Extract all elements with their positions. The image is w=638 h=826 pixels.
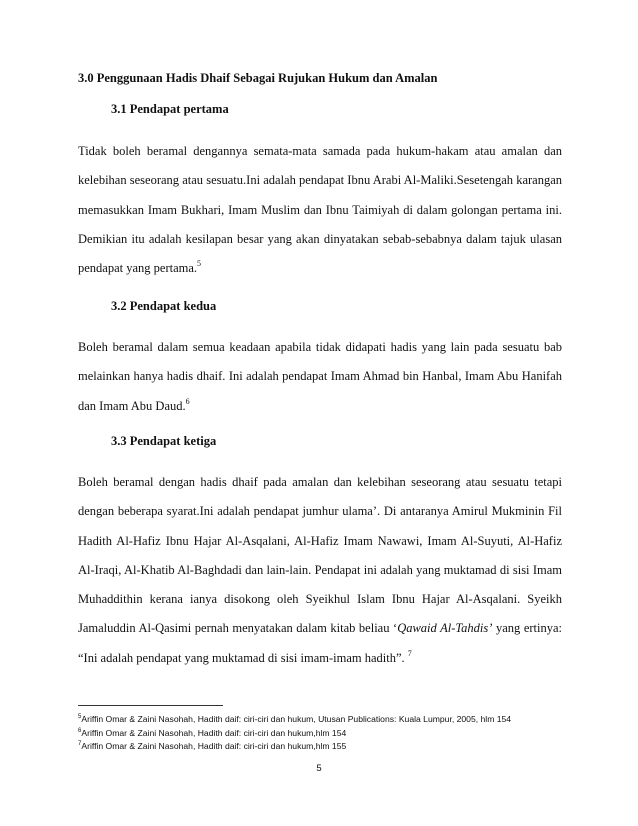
paragraph-line (78, 260, 562, 289)
paragraph-line: Al-Iraqi, Al-Khatib Al-Baghdadi dan lain-lain. Pendapat ini adalah yang muktamad di sisi Imam (78, 562, 562, 577)
footnote-item (78, 727, 511, 741)
paragraph-line: Boleh beramal dengan hadis dhaif pada amalan dan kelebihan seseorang atau sesuatu tetapi (78, 475, 562, 489)
paragraph-line (78, 398, 562, 427)
paragraph-line-text: Jamaluddin Al-Qasimi pernah menyatakan dalam kitab beliau ‘ (78, 621, 398, 636)
footnote-item (78, 740, 511, 754)
paragraph-3-2 (78, 339, 562, 427)
paragraph-line (78, 650, 562, 679)
italic-book-title: Qawaid Al-Tahdis’ (397, 621, 493, 636)
paragraph-line: kelebihan seseorang atau sesuatu.Ini adalah pendapat Ibnu Arabi Al-Maliki.Sesetengah karangan (78, 173, 562, 188)
paragraph-line: Tidak boleh beramal dengannya semata-mata samada pada hukum-hakam atau amalan dan (78, 144, 562, 158)
footnote-number: 5 (78, 714, 82, 720)
paragraph-line-text: pendapat yang pertama. (78, 261, 198, 276)
paragraph-line: Muhaddithin kerana ianya disokong oleh Syeikhul Islam Ibnu Hajar Al-Asqalani. Syeikh (78, 592, 562, 607)
paragraph-line: memasukkan Imam Bukhari, Imam Muslim dan Ibnu Taimiyah di dalam golongan pertama ini. (78, 202, 562, 217)
paragraph-line-text: “Ini adalah pendapat yang muktamad di sisi imam-imam hadith”. (78, 650, 408, 665)
footnote-divider (78, 705, 223, 706)
paragraph-line (78, 620, 562, 649)
paragraph-line-text: dan Imam Abu Daud. (78, 398, 186, 413)
footnote-text: Ariffin Omar & Zaini Nasohah, Hadith daif: ciri-ciri dan hukum,hlm 154 (81, 727, 347, 738)
paragraph-line: Hadith Al-Hafiz Ibnu Hajar Al-Asqalani, Al-Hafiz Imam Nawawi, Imam Al-Suyuti, Al-Hafiz (78, 533, 562, 548)
paragraph-line: Boleh beramal dalam semua keadaan apabila tidak didapati hadis yang lain pada sesuatu bab (78, 340, 562, 354)
section-heading: 3.0 Penggunaan Hadis Dhaif Sebagai Rujukan Hukum dan Amalan (78, 71, 438, 85)
subsection-title-3-1: 3.1 Pendapat pertama (111, 102, 229, 116)
footnote-reference: 7 (407, 648, 412, 658)
footnote-number: 7 (78, 741, 82, 748)
subsection-title-3-2: 3.2 Pendapat kedua (111, 299, 217, 313)
footnote-text: Ariffin Omar & Zaini Nasohah, Hadith daif: ciri-ciri dan hukum, Utusan Publications: Kuala Lumpur, 2005, hlm 154 (81, 714, 512, 724)
paragraph-3-3 (78, 474, 562, 679)
footnote-reference: 6 (185, 396, 190, 406)
footnote-reference: 5 (197, 259, 202, 269)
footnote-item (78, 713, 511, 727)
paragraph-3-1 (78, 143, 562, 289)
footnote-text: Ariffin Omar & Zaini Nasohah, Hadith daif: ciri-ciri dan hukum,hlm 155 (81, 741, 347, 752)
footnote-number: 6 (78, 727, 82, 734)
footnotes (78, 713, 511, 754)
paragraph-line: dengan beberapa syarat.Ini adalah pendapat jumhur ulama’. Di antaranya Amirul Mukminin Fil (78, 504, 562, 519)
paragraph-line: melainkan hanya hadis dhaif. Ini adalah pendapat Imam Ahmad bin Hanbal, Imam Abu Hanifah (78, 369, 562, 384)
paragraph-line: Demikian itu adalah kesilapan besar yang akan dinyatakan sebab-sebabnya dalam tajuk ulasan (78, 231, 562, 246)
paragraph-line-text: yang ertinya: (492, 621, 562, 636)
subsection-title-3-3: 3.3 Pendapat ketiga (111, 434, 217, 448)
page-number: 5 (316, 763, 322, 774)
